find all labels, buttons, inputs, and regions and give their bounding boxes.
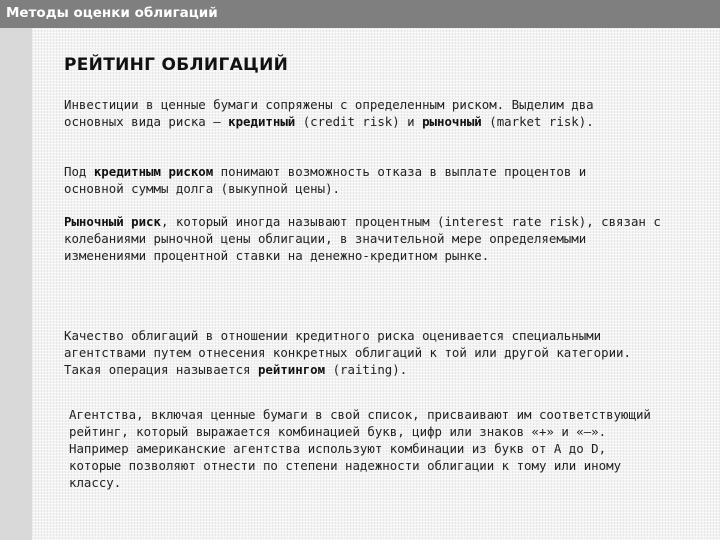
bold-term: Рыночный риск [64,214,161,229]
text-line: понимают возможность отказа в выплате процентов и [213,164,587,179]
text-line: , который иногда называют процентным (interest rate risk), связан с [160,214,661,229]
paragraph-rating-agencies [69,406,709,491]
text-line: классу. [69,475,122,490]
text-line: Инвестиции в ценные бумаги сопряжены с определенным риском. Выделим два [64,97,594,112]
header-bar [0,0,720,28]
text-line: Агентства, включая ценные бумаги в свой список, присваивают им соответствующий [69,407,651,422]
text-line: Под [64,164,94,179]
header-title: Методы оценки облигаций [6,5,218,21]
bold-term: кредитный [228,114,296,129]
bold-term: рыночный [422,114,482,129]
bold-term: кредитным риском [93,164,214,179]
paragraph-rating-definition [64,327,684,378]
text-line: изменениями процентной ставки на денежно-кредитном рынке. [64,248,490,263]
text-line: (raiting). [325,362,408,377]
text-line: рейтинг, который выражается комбинацией букв, цифр или знаков «+» и «—». [69,424,607,439]
paragraph-market-risk [64,213,709,264]
paragraph-risk-types [64,96,664,130]
text-line: агентствами путем отнесения конкретных облигаций к той или другой категории. [64,345,631,360]
text-line: которые позволяют отнести по степени надежности облигации к тому или иному [69,458,622,473]
slide-title: РЕЙТИНГ ОБЛИГАЦИЙ [64,55,289,75]
text-line: основной суммы долга (выкупной цены). [64,181,341,196]
text-line: Например американские агентства используют комбинации из букв от А до D, [69,441,607,456]
text-line: колебаниями рыночной цены облигации, в значительной мере определяемыми [64,231,587,246]
text-line: основных вида риска — [64,114,229,129]
text-line: (credit risk) и [295,114,423,129]
bold-term: рейтингом [257,362,326,377]
paragraph-credit-risk [64,163,664,197]
text-line: (market risk). [481,114,594,129]
text-line: Такая операция называется [64,362,258,377]
text-line: Качество облигаций в отношении кредитного риска оценивается специальными [64,328,602,343]
